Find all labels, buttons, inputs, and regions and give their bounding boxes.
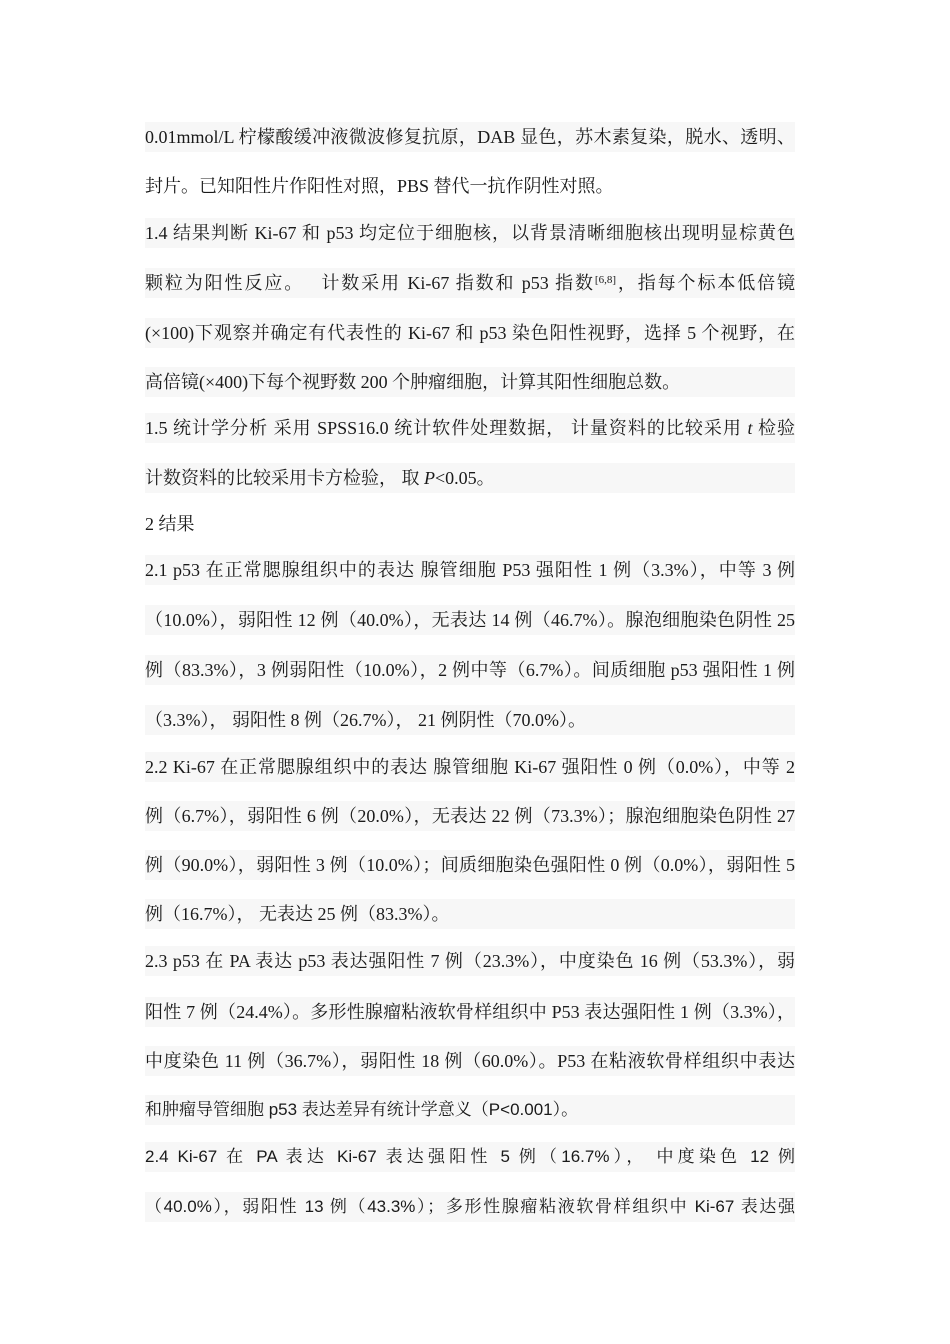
section-heading-results: 2 结果 xyxy=(145,514,195,534)
text-line-5: (×100)下观察并确定有代表性的 Ki-67 和 p53 染色阳性视野，选择 5 个视野，在 xyxy=(145,318,795,348)
text-line-3: 1.4 结果判断 Ki-67 和 p53 均定位于细胞核，以背景清晰细胞核出现明显棕黄色 xyxy=(145,218,795,248)
text-line-4-b: ，指每个标本低倍镜 xyxy=(616,273,795,293)
citation-ref: [6,8] xyxy=(594,274,616,286)
text-line-18: 2.3 p53 在 PA 表达 p53 表达强阳性 7 例（23.3%），中度染色 16 例（53.3%），弱 xyxy=(145,946,795,976)
text-line-19: 阳性 7 例（24.4%）。多形性腺瘤粘液软骨样组织中 P53 表达强阳性 1 例（3.3%）， xyxy=(145,997,795,1027)
text-line-21: 和肿瘤导管细胞 p53 表达差异有统计学意义（P<0.001）。 xyxy=(145,1095,795,1125)
text-line-11: （10.0%），弱阳性 12 例（40.0%），无表达 14 例（46.7%）。腺泡细胞染色阴性 25 xyxy=(145,605,795,635)
text-line-7-a: 1.5 统计学分析 采用 SPSS16.0 统计软件处理数据， 计量资料的比较采用 xyxy=(145,418,748,438)
text-line-13: （3.3%）， 弱阳性 8 例（26.7%）， 21 例阴性（70.0%）。 xyxy=(145,705,795,735)
text-line-8-b: <0.05。 xyxy=(435,468,495,488)
text-line-8 xyxy=(145,463,795,493)
text-line-15: 例（6.7%），弱阳性 6 例（20.0%），无表达 22 例（73.3%）；腺泡细胞染色阴性 27 xyxy=(145,801,795,831)
text-line-20: 中度染色 11 例（36.7%），弱阳性 18 例（60.0%）。P53 在粘液软骨样组织中表达 xyxy=(145,1046,795,1076)
text-line-16: 例（90.0%），弱阳性 3 例（10.0%）；间质细胞染色强阳性 0 例（0.0%），弱阳性 5 xyxy=(145,850,795,880)
italic-p: P xyxy=(424,468,435,488)
text-line-7-b: 检验 xyxy=(752,418,795,438)
italic-t: t xyxy=(747,418,753,438)
text-line-10: 2.1 p53 在正常腮腺组织中的表达 腺管细胞 P53 强阳性 1 例（3.3%），中等 3 例 xyxy=(145,555,795,585)
text-line-2: 封片。已知阳性片作阳性对照，PBS 替代一抗作阴性对照。 xyxy=(145,176,614,196)
text-line-8-a: 计数资料的比较采用卡方检验， 取 xyxy=(145,468,424,488)
text-line-23: （40.0%），弱阳性 13 例（43.3%）；多形性腺瘤粘液软骨样组织中 Ki-67 表达强 xyxy=(145,1192,795,1222)
text-line-7 xyxy=(145,413,795,443)
text-line-6: 高倍镜(×400)下每个视野数 200 个肿瘤细胞，计算其阳性细胞总数。 xyxy=(145,367,795,397)
text-line-22: 2.4 Ki-67 在 PA 表达 Ki-67 表达强阳性 5 例（16.7%）， 中度染色 12 例 xyxy=(145,1142,795,1172)
text-line-4-a: 颗粒为阳性反应。 计数采用 Ki-67 指数和 p53 指数 xyxy=(145,273,595,293)
text-line-4 xyxy=(145,268,795,298)
text-line-17: 例（16.7%）， 无表达 25 例（83.3%）。 xyxy=(145,899,795,929)
text-line-14: 2.2 Ki-67 在正常腮腺组织中的表达 腺管细胞 Ki-67 强阳性 0 例（0.0%），中等 2 xyxy=(145,752,795,782)
text-line-12: 例（83.3%），3 例弱阳性（10.0%），2 例中等（6.7%）。间质细胞 p53 强阳性 1 例 xyxy=(145,655,795,685)
text-line-1: 0.01mmol/L 柠檬酸缓冲液微波修复抗原，DAB 显色，苏木素复染，脱水、透明、 xyxy=(145,122,795,152)
